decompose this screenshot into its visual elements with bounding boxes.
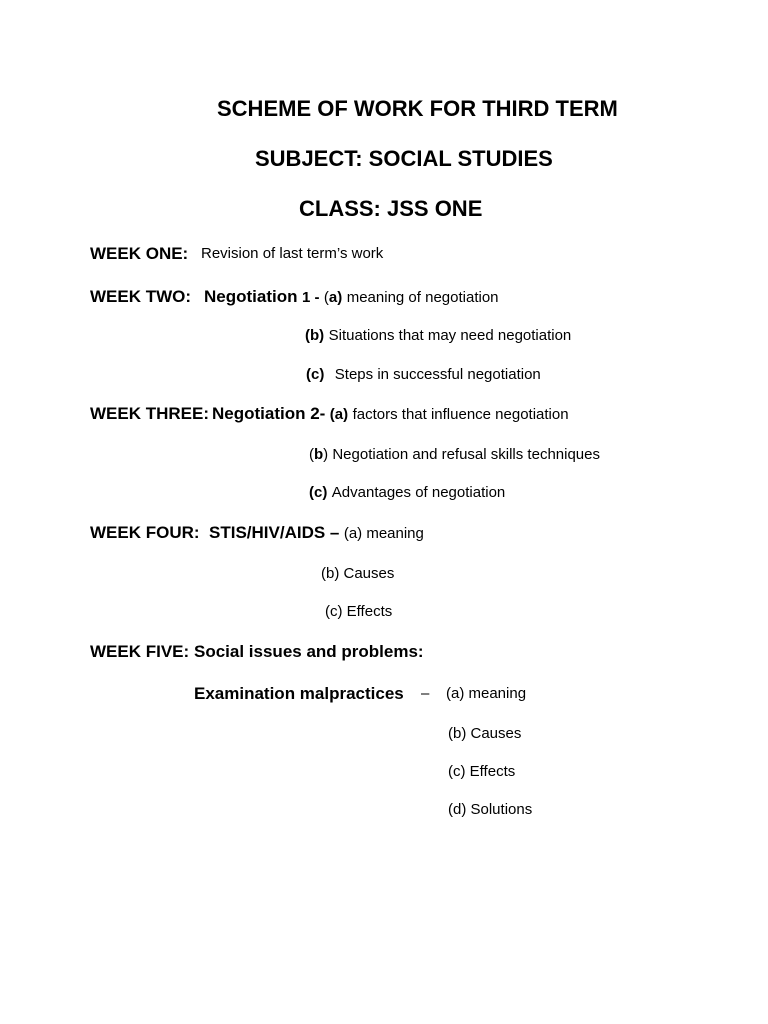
week-five-label: WEEK FIVE: <box>90 642 190 661</box>
week-two-a-letter: a) <box>328 289 343 306</box>
week-two-label: WEEK TWO: <box>90 287 192 306</box>
week-three-topic-row <box>212 405 569 423</box>
week-two-c-letter: (c) <box>306 366 325 383</box>
week-three-topic: Negotiation 2- <box>212 404 326 423</box>
week-one-row <box>90 245 188 263</box>
week-four-topic-row <box>209 524 424 542</box>
week-five-a-text: (a) meaning <box>446 685 527 702</box>
week-five-d-text: (d) Solutions <box>448 801 533 818</box>
week-four-label: WEEK FOUR: <box>90 523 200 542</box>
week-three-b-letter: b <box>314 446 324 463</box>
week-three-row <box>90 405 209 423</box>
week-three-c-text: Advantages of negotiation <box>331 484 506 501</box>
week-three-b-open: ( <box>309 446 314 463</box>
week-two-topic-row <box>204 288 499 306</box>
class-heading: CLASS: JSS ONE <box>299 196 483 221</box>
document-title: SCHEME OF WORK FOR THIRD TERM <box>217 96 618 121</box>
week-two-b-letter: (b) <box>305 327 325 344</box>
week-two-a-open: ( <box>323 289 329 306</box>
week-three-c-letter: (c) <box>309 484 328 501</box>
week-five-c-text: (c) Effects <box>448 763 516 780</box>
week-four-a-text: (a) meaning <box>343 525 424 542</box>
week-five-row <box>90 643 189 661</box>
week-two-c-text: Steps in successful negotiation <box>334 366 541 383</box>
week-three-c-row <box>309 485 505 501</box>
week-five-subtopic: Examination malpractices <box>194 684 404 703</box>
week-two-row <box>90 288 191 306</box>
week-three-b-row <box>309 447 600 463</box>
week-five-dash: – <box>421 685 430 702</box>
week-three-b-text: ) Negotiation and refusal skills techniques <box>323 446 600 463</box>
week-one-label: WEEK ONE: <box>90 244 189 263</box>
week-three-a-text: factors that influence negotiation <box>352 406 569 423</box>
week-two-topic: Negotiation <box>204 287 298 306</box>
week-one-text: Revision of last term’s work <box>201 245 384 262</box>
week-three-label: WEEK THREE: <box>90 404 209 423</box>
week-four-b-text: (b) Causes <box>321 565 395 582</box>
week-two-a-text: meaning of negotiation <box>346 289 499 306</box>
week-five-topic: Social issues and problems: <box>194 642 424 661</box>
subject-heading: SUBJECT: SOCIAL STUDIES <box>255 146 553 171</box>
week-four-topic: STIS/HIV/AIDS – <box>209 523 340 542</box>
week-two-b-row <box>305 328 571 344</box>
week-two-topic-num: 1 - <box>301 289 320 306</box>
week-four-row <box>90 524 200 542</box>
week-two-c-row <box>306 367 541 383</box>
week-two-b-text: Situations that may need negotiation <box>328 327 572 344</box>
week-four-c-text: (c) Effects <box>325 603 393 620</box>
week-five-b-text: (b) Causes <box>448 725 522 742</box>
week-three-a-letter: (a) <box>329 406 349 423</box>
